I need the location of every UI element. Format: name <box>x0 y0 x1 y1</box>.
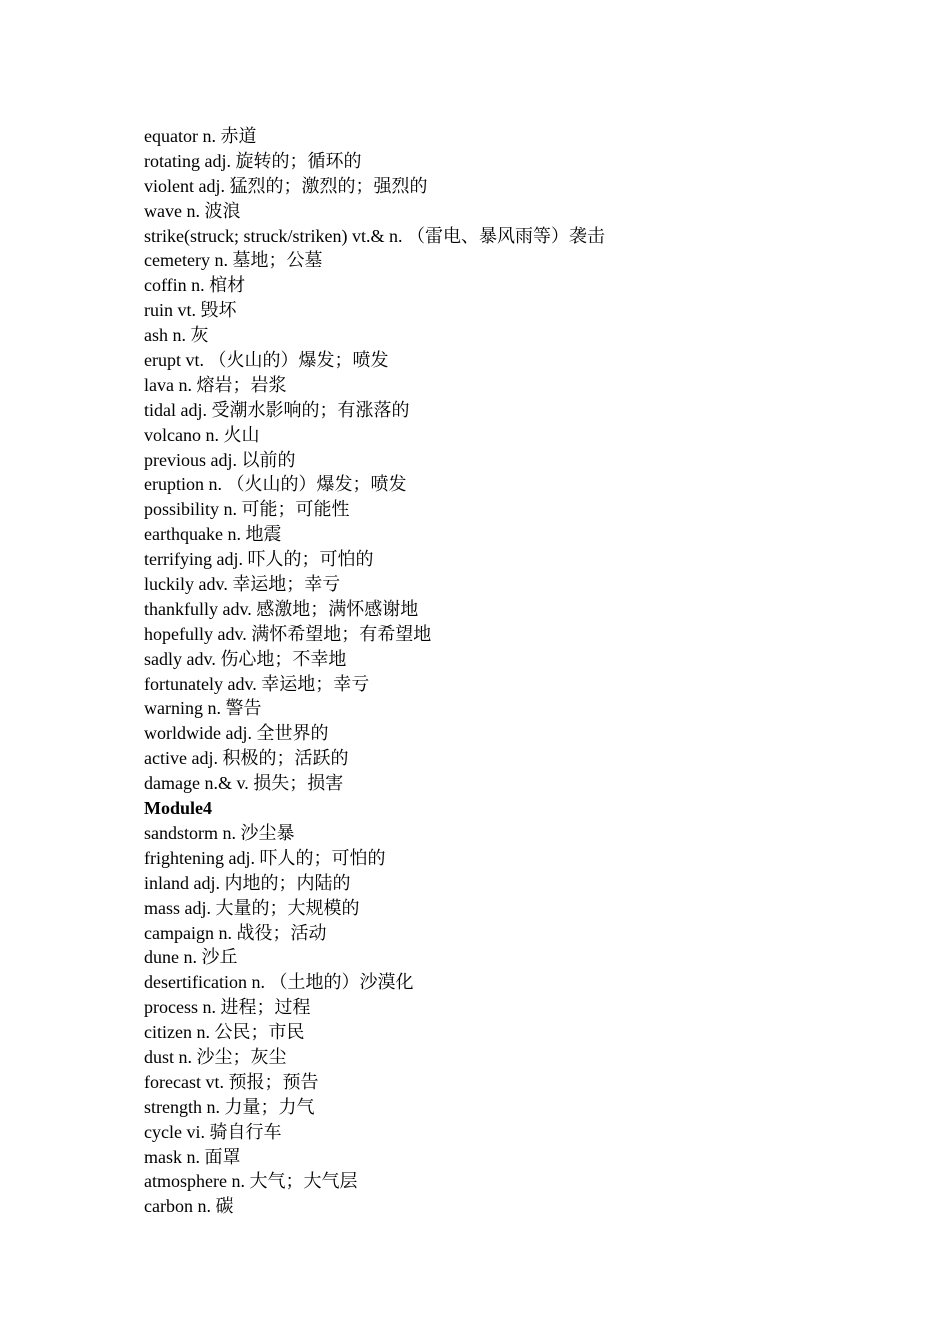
vocabulary-entry: erupt vt. （火山的）爆发；喷发 <box>144 350 389 371</box>
vocabulary-entry: strike(struck; struck/striken) vt.& n. （雷电、暴风雨等）袭击 <box>144 225 605 246</box>
vocabulary-entry: worldwide adj. 全世界的 <box>144 723 329 744</box>
vocabulary-entry: dune n. 沙丘 <box>144 947 238 968</box>
vocabulary-entry: fortunately adv. 幸运地；幸亏 <box>144 673 370 694</box>
vocabulary-list-module3 <box>144 124 844 796</box>
vocabulary-entry: damage n.& v. 损失；损害 <box>144 773 344 794</box>
vocabulary-entry: strength n. 力量；力气 <box>144 1096 315 1117</box>
vocabulary-entry: mass adj. 大量的；大规模的 <box>144 897 360 918</box>
vocabulary-entry: wave n. 波浪 <box>144 200 241 221</box>
vocabulary-entry: hopefully adv. 满怀希望地；有希望地 <box>144 623 432 644</box>
vocabulary-entry: volcano n. 火山 <box>144 424 260 445</box>
vocabulary-entry: citizen n. 公民；市民 <box>144 1022 305 1043</box>
vocabulary-entry: warning n. 警告 <box>144 698 262 719</box>
vocabulary-entry: luckily adv. 幸运地；幸亏 <box>144 574 341 595</box>
vocabulary-entry: carbon n. 碳 <box>144 1196 234 1217</box>
vocabulary-entry: lava n. 熔岩；岩浆 <box>144 374 287 395</box>
vocabulary-entry: ruin vt. 毁坏 <box>144 300 237 321</box>
vocabulary-list-module4 <box>144 821 844 1219</box>
vocabulary-entry: previous adj. 以前的 <box>144 449 296 470</box>
vocabulary-entry: terrifying adj. 吓人的；可怕的 <box>144 549 374 570</box>
vocabulary-entry: dust n. 沙尘；灰尘 <box>144 1046 287 1067</box>
vocabulary-page <box>144 124 844 1219</box>
vocabulary-entry: possibility n. 可能；可能性 <box>144 499 350 520</box>
vocabulary-entry: atmosphere n. 大气；大气层 <box>144 1171 358 1192</box>
vocabulary-entry: cycle vi. 骑自行车 <box>144 1121 282 1142</box>
vocabulary-entry: cemetery n. 墓地；公墓 <box>144 250 323 271</box>
vocabulary-entry: forecast vt. 预报；预告 <box>144 1071 319 1092</box>
vocabulary-entry: campaign n. 战役；活动 <box>144 922 327 943</box>
vocabulary-entry: mask n. 面罩 <box>144 1146 241 1167</box>
vocabulary-entry: sadly adv. 伤心地；不幸地 <box>144 648 347 669</box>
vocabulary-entry: rotating adj. 旋转的；循环的 <box>144 150 362 171</box>
vocabulary-entry: frightening adj. 吓人的；可怕的 <box>144 847 386 868</box>
vocabulary-entry: desertification n. （土地的）沙漠化 <box>144 972 414 993</box>
vocabulary-entry: tidal adj. 受潮水影响的；有涨落的 <box>144 399 410 420</box>
vocabulary-entry: coffin n. 棺材 <box>144 275 246 296</box>
vocabulary-entry: violent adj. 猛烈的；激烈的；强烈的 <box>144 175 428 196</box>
vocabulary-entry: eruption n. （火山的）爆发；喷发 <box>144 474 407 495</box>
vocabulary-entry: equator n. 赤道 <box>144 126 257 146</box>
vocabulary-entry: active adj. 积极的；活跃的 <box>144 748 349 769</box>
vocabulary-entry: ash n. 灰 <box>144 325 209 346</box>
vocabulary-entry: thankfully adv. 感激地；满怀感谢地 <box>144 598 419 619</box>
vocabulary-entry: process n. 进程；过程 <box>144 997 311 1018</box>
vocabulary-entry: sandstorm n. 沙尘暴 <box>144 822 295 843</box>
module-heading: Module4 <box>144 798 213 819</box>
vocabulary-entry: earthquake n. 地震 <box>144 524 282 545</box>
vocabulary-entry: inland adj. 内地的；内陆的 <box>144 872 351 893</box>
